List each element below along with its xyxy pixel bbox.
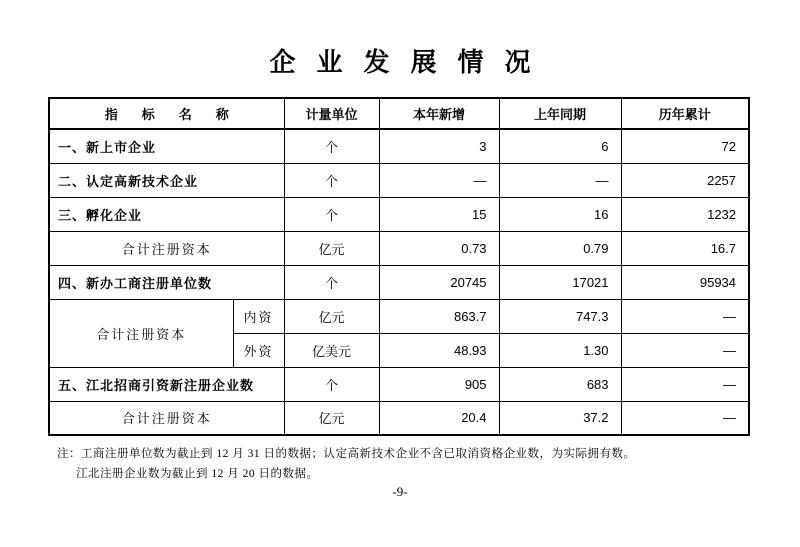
value-cumulative: 72 [621, 129, 749, 163]
footnote-line-1: 注：工商注册单位数为截止到 12 月 31 日的数据；认定高新技术企业不含已取消资格企业数，为实际拥有数。 [57, 448, 636, 460]
unit-cell: 个 [284, 129, 379, 163]
value-this-year: 15 [379, 197, 499, 231]
value-cumulative: — [621, 401, 749, 435]
col-header-last-year: 上年同期 [499, 98, 621, 129]
value-cumulative: — [621, 367, 749, 401]
value-last-year: 683 [499, 367, 621, 401]
enterprise-development-table [48, 97, 750, 436]
value-this-year: 905 [379, 367, 499, 401]
value-cumulative: — [621, 299, 749, 333]
col-header-unit: 计量单位 [284, 98, 379, 129]
table-row-incubated-capital [49, 231, 749, 265]
table-row-new-registered-units [49, 265, 749, 299]
sub-label: 内资 [233, 299, 284, 333]
table-header-row [49, 98, 749, 129]
sub-label: 外资 [233, 333, 284, 367]
value-this-year: 3 [379, 129, 499, 163]
table-container [48, 97, 748, 436]
table-row-new-listed [49, 129, 749, 163]
row-label-merged: 合计注册资本 [49, 299, 233, 367]
value-this-year: 20745 [379, 265, 499, 299]
table-row-high-tech [49, 163, 749, 197]
unit-cell: 亿元 [284, 231, 379, 265]
unit-cell: 个 [284, 367, 379, 401]
value-last-year: 1.30 [499, 333, 621, 367]
col-header-this-year: 本年新增 [379, 98, 499, 129]
value-last-year: 37.2 [499, 401, 621, 435]
row-label: 五、江北招商引资新注册企业数 [49, 367, 284, 401]
unit-cell: 亿元 [284, 299, 379, 333]
value-this-year: — [379, 163, 499, 197]
value-last-year: — [499, 163, 621, 197]
value-cumulative: 16.7 [621, 231, 749, 265]
unit-cell: 个 [284, 197, 379, 231]
row-label: 合计注册资本 [49, 231, 284, 265]
table-row-jiangbei-enterprises [49, 367, 749, 401]
value-cumulative: 2257 [621, 163, 749, 197]
value-cumulative: 95934 [621, 265, 749, 299]
value-this-year: 48.93 [379, 333, 499, 367]
page-number: -9- [392, 484, 408, 499]
col-header-cumulative: 历年累计 [621, 98, 749, 129]
unit-cell: 亿元 [284, 401, 379, 435]
table-row-capital-domestic [49, 299, 749, 333]
value-last-year: 17021 [499, 265, 621, 299]
footnote-line-2: 江北注册企业数为截止到 12 月 20 日的数据。 [76, 468, 319, 480]
footnotes [57, 444, 747, 484]
row-label: 合计注册资本 [49, 401, 284, 435]
col-header-indicator: 指标名称 [49, 98, 284, 129]
table-row-incubated [49, 197, 749, 231]
value-this-year: 20.4 [379, 401, 499, 435]
unit-cell: 个 [284, 163, 379, 197]
value-this-year: 863.7 [379, 299, 499, 333]
unit-cell: 个 [284, 265, 379, 299]
row-label: 三、孵化企业 [49, 197, 284, 231]
table-row-jiangbei-capital [49, 401, 749, 435]
value-last-year: 0.79 [499, 231, 621, 265]
value-last-year: 16 [499, 197, 621, 231]
value-cumulative: — [621, 333, 749, 367]
row-label: 二、认定高新技术企业 [49, 163, 284, 197]
value-last-year: 6 [499, 129, 621, 163]
value-cumulative: 1232 [621, 197, 749, 231]
value-last-year: 747.3 [499, 299, 621, 333]
value-this-year: 0.73 [379, 231, 499, 265]
page-title: 企业发展情况 [269, 48, 552, 77]
row-label: 一、新上市企业 [49, 129, 284, 163]
row-label: 四、新办工商注册单位数 [49, 265, 284, 299]
unit-cell: 亿美元 [284, 333, 379, 367]
